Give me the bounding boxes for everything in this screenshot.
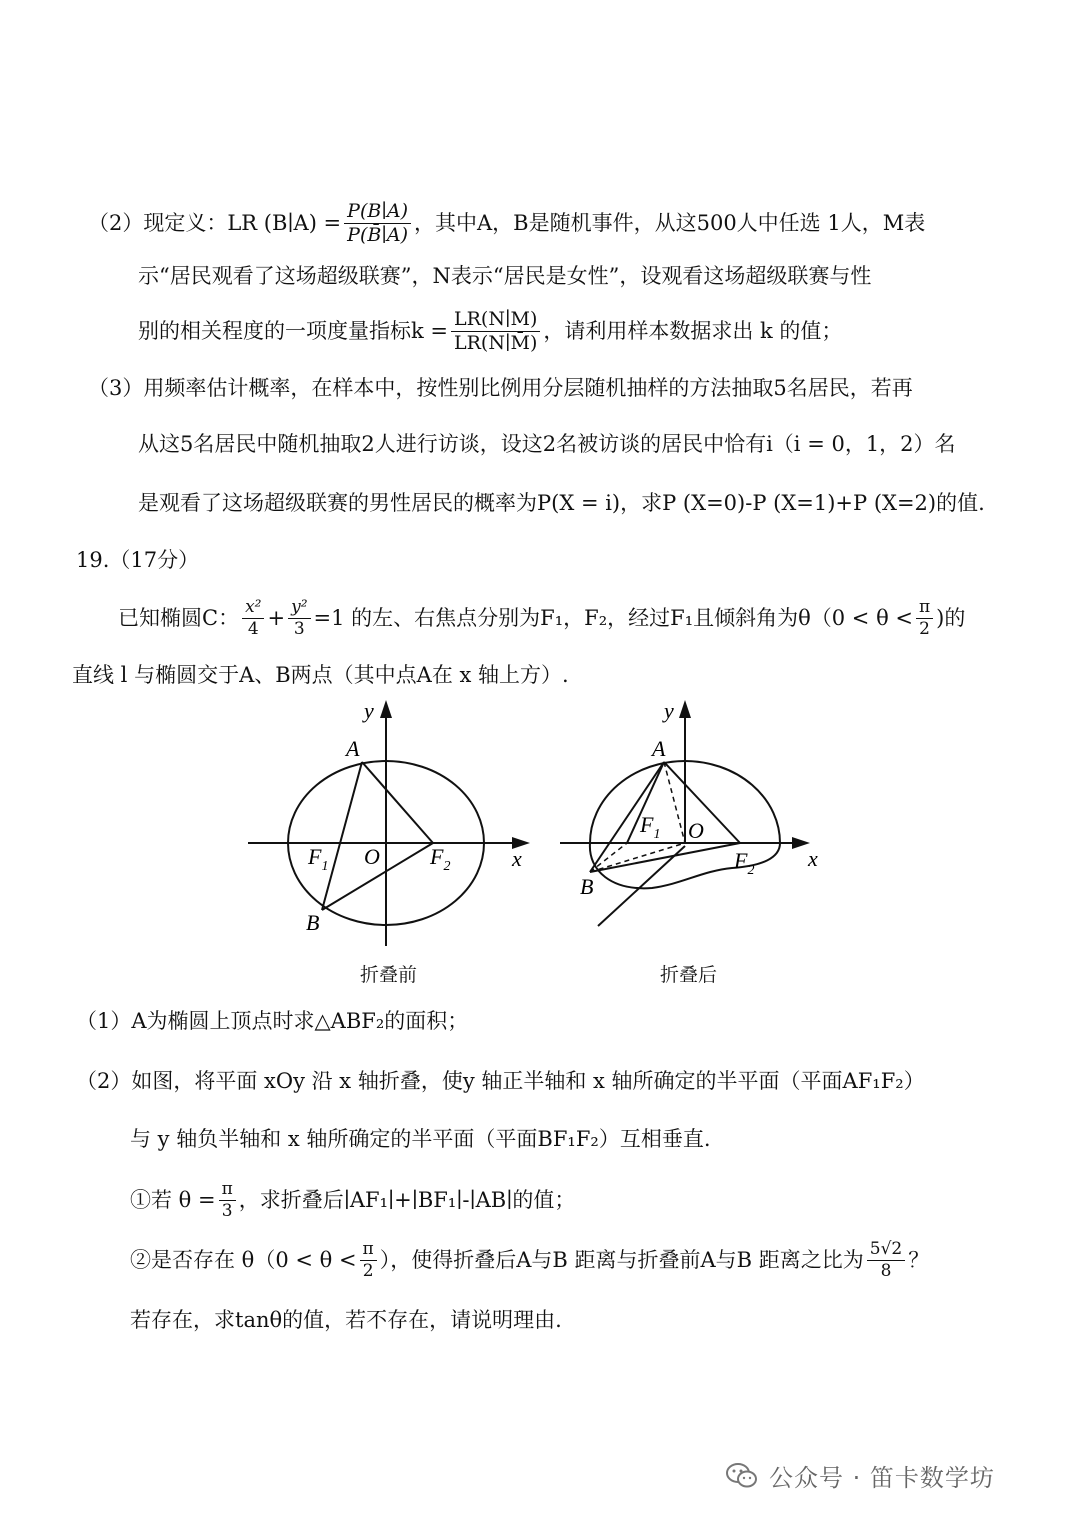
q18-p2-line3	[138, 305, 842, 357]
label-f2	[429, 844, 450, 874]
q18-p2-l3-post: ，请利用样本数据求出 k 的值；	[543, 319, 843, 343]
q18-p2-l3-pre: 别的相关程度的一项度量指标k =	[138, 319, 448, 343]
figure-before-fold	[240, 696, 540, 946]
q18-p2-l2: 示“居民观看了这场超级联赛”，N表示“居民是女性”，设观看这场超级联赛与性	[138, 264, 872, 288]
label-a: A	[346, 736, 360, 761]
label-f2-subscript: 2	[747, 863, 755, 878]
q19-p2-l2: 与 y 轴负半轴和 x 轴所确定的半平面（平面BF₁F₂）互相垂直.	[130, 1127, 711, 1151]
y-axis-arrow	[679, 700, 691, 718]
pi2b-numerator: π	[360, 1241, 377, 1261]
label-b: B	[580, 874, 594, 899]
k-denominator: LR(N∣M̄)	[454, 331, 538, 354]
q18-p3-l1: （3）用频率估计概率，在样本中，按性别比例用分层随机抽样的方法抽取5名居民，若再	[88, 376, 913, 400]
q19-p2-line1	[76, 1066, 925, 1096]
plus-sign: +	[267, 606, 286, 630]
pi3-numerator: π	[219, 1181, 236, 1201]
segment-af2	[362, 762, 433, 843]
q19-p2-sub1	[130, 1173, 575, 1227]
label-f1	[639, 812, 660, 842]
q19-intro-post: )的	[936, 606, 966, 630]
q19-p2-s1-pre: ①若 θ =	[130, 1188, 216, 1212]
q19-header-text: 19.（17分）	[76, 548, 200, 572]
q19-p2-s2-pre: ②是否存在 θ（0 < θ <	[130, 1248, 357, 1272]
x2-numerator: x²	[242, 599, 264, 619]
y2-over-3	[288, 596, 310, 639]
pi2b-denominator: 2	[362, 1260, 374, 1281]
label-y: y	[664, 698, 674, 723]
label-a: A	[652, 736, 666, 761]
q19-intro-mid: =1 的左、右焦点分别为F₁，F₂，经过F₁且倾斜角为θ（0 < θ <	[313, 606, 913, 630]
pi-numerator: π	[916, 599, 933, 619]
label-f2-letter: F	[734, 848, 748, 873]
q19-p2-sub2	[130, 1232, 929, 1288]
y2-numerator: y²	[288, 599, 310, 619]
ratio-fraction	[867, 1238, 905, 1281]
q18-p3-line3	[138, 488, 985, 518]
q19-p2-s2-post: ？	[908, 1248, 930, 1272]
label-f1-letter: F	[640, 812, 654, 837]
q19-p1-text: （1）A为椭圆上顶点时求△ABF₂的面积；	[76, 1009, 469, 1033]
pi-over-3	[219, 1178, 236, 1221]
y2-denominator: 3	[293, 618, 305, 639]
segment-bf2	[590, 843, 740, 872]
q19-p2-s2-mid: ），使得折叠后A与B 距离与折叠前A与B 距离之比为	[379, 1248, 864, 1272]
k-fraction	[451, 307, 540, 354]
q19-intro-pre: 已知椭圆C：	[118, 606, 240, 630]
q19-intro-line2	[72, 660, 569, 690]
figure-after-fold	[552, 696, 842, 946]
label-y: y	[364, 698, 374, 723]
label-f2-subscript: 2	[443, 859, 451, 874]
watermark	[725, 1458, 995, 1493]
lr-denominator: P(B̄∣A)	[347, 223, 408, 246]
ratio-numerator: 5√2	[867, 1241, 905, 1261]
q19-p2-l1: （2）如图，将平面 xOy 沿 x 轴折叠，使y 轴正半轴和 x 轴所确定的半平面（平面AF₁F₂）	[76, 1069, 925, 1093]
label-f1	[307, 844, 328, 874]
fold-y-negative	[598, 846, 685, 926]
pi-over-2-b	[360, 1238, 377, 1281]
q19-header	[76, 545, 199, 575]
pi3-denominator: 3	[221, 1200, 233, 1221]
caption-before: 折叠前	[360, 964, 418, 986]
q18-p3-l2: 从这5名居民中随机抽取2人进行访谈，设这2名被访谈的居民中恰有i（i = 0，1，2）名	[138, 432, 956, 456]
lr-fraction	[344, 199, 411, 246]
lr-numerator: P(B∣A)	[344, 202, 411, 224]
label-f2	[733, 848, 754, 878]
label-x: x	[512, 846, 522, 871]
label-f1-subscript: 1	[321, 859, 329, 874]
q18-p2-l1-post: ，其中A，B是随机事件，从这500人中任选 1人，M表	[414, 211, 926, 235]
x2-denominator: 4	[247, 618, 259, 639]
q19-p2-s1-post: ，求折叠后∣AF₁∣+∣BF₁∣-∣AB∣的值；	[238, 1188, 576, 1212]
label-b: B	[306, 910, 320, 935]
wechat-icon	[725, 1461, 759, 1491]
label-f2-letter: F	[430, 844, 444, 869]
pi-over-2	[916, 596, 933, 639]
q19-p2-line2	[130, 1124, 711, 1154]
pi-denominator: 2	[919, 618, 930, 639]
q18-p2-line2	[138, 261, 871, 291]
x2-over-4	[242, 596, 264, 639]
q19-intro-l2: 直线 l 与椭圆交于A、B两点（其中点A在 x 轴上方）.	[72, 663, 569, 687]
q19-p2-last-text: 若存在，求tanθ的值，若不存在，请说明理由.	[130, 1308, 562, 1332]
k-numerator: LR(N∣M)	[451, 310, 540, 332]
label-o: O	[364, 844, 380, 869]
q18-p2-l1-pre: （2）现定义：LR (B∣A) =	[88, 211, 342, 235]
q19-intro-line1	[118, 590, 965, 646]
q18-p2-line1	[88, 198, 925, 248]
ratio-denominator: 8	[880, 1260, 892, 1281]
segment-bo-dashed	[590, 843, 685, 872]
segment-ab	[322, 762, 362, 910]
q19-p2-last	[130, 1305, 562, 1335]
q18-p3-l3: 是观看了这场超级联赛的男性居民的概率为P(X = i)，求P (X=0)-P (X=1)+P (X=2)的值.	[138, 491, 985, 515]
q19-p1-line	[76, 1006, 468, 1036]
q18-p3-line1	[88, 373, 913, 403]
label-f1-letter: F	[308, 844, 322, 869]
caption-after: 折叠后	[660, 964, 718, 986]
label-x: x	[808, 846, 818, 871]
label-f1-subscript: 1	[653, 827, 661, 842]
q18-p3-line2	[138, 429, 956, 459]
label-o: O	[688, 818, 704, 843]
y-axis-arrow	[380, 700, 392, 718]
watermark-text: 公众号 · 笛卡数学坊	[769, 1464, 995, 1492]
